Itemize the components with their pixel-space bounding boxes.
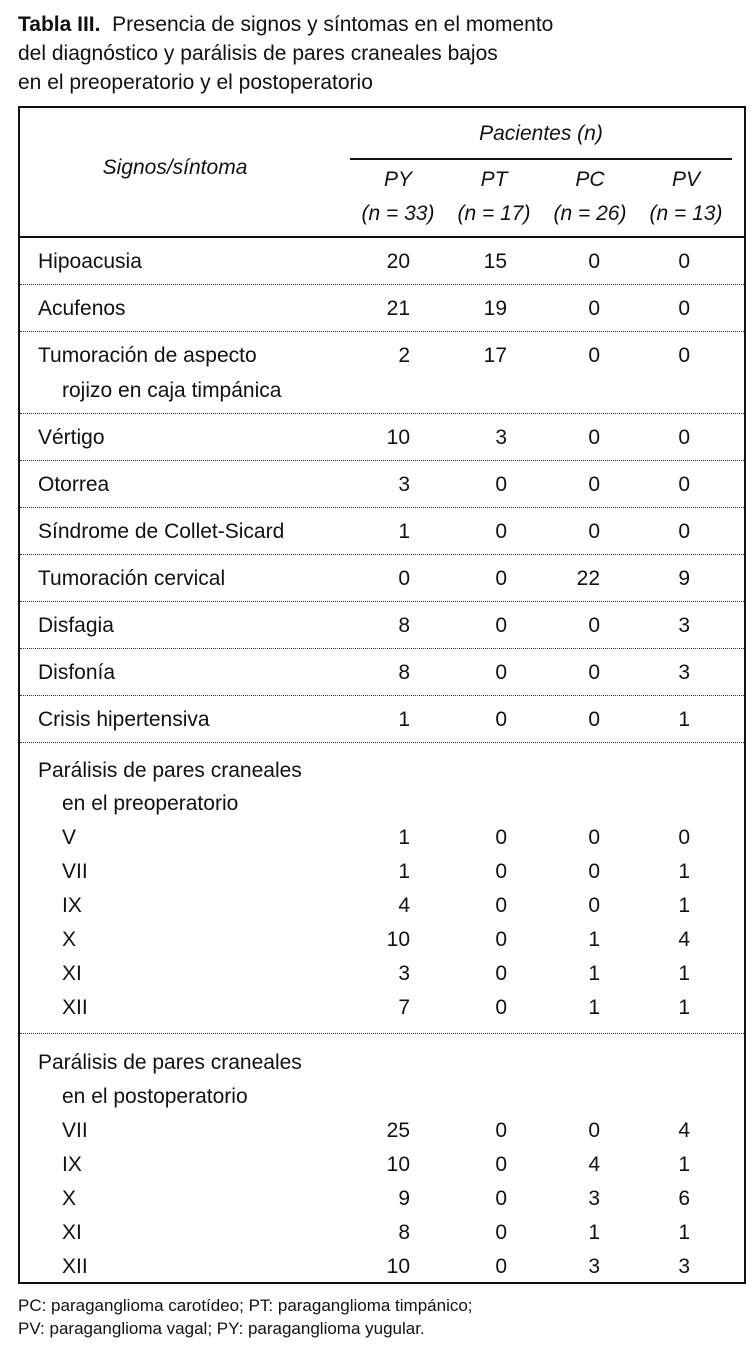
cell-py: 8 <box>398 1221 410 1244</box>
row-label: Crisis hipertensiva <box>38 708 210 731</box>
cell-pc: 1 <box>588 928 600 951</box>
row-label: V <box>62 826 77 849</box>
cell-pv: 3 <box>678 1255 690 1278</box>
row-label: IX <box>62 1153 82 1176</box>
header-n-pc: (n = 26) <box>553 202 627 225</box>
cell-pv: 1 <box>678 1153 690 1176</box>
cell-pt: 0 <box>495 996 507 1019</box>
cell-pt: 0 <box>495 567 507 590</box>
cell-pc: 4 <box>588 1153 600 1176</box>
cell-pc: 3 <box>588 1255 600 1278</box>
caption-line-1: Presencia de signos y síntomas en el momento <box>112 13 554 36</box>
table-row <box>20 602 744 649</box>
row-label: XI <box>62 962 82 985</box>
preop-title-1: Parálisis de pares craneales <box>38 759 302 782</box>
cell-pt: 0 <box>495 708 507 731</box>
cell-pc: 0 <box>588 661 600 684</box>
cell-py: 3 <box>398 473 410 496</box>
row-label: XII <box>62 996 88 1019</box>
cell-pt: 0 <box>495 1119 507 1142</box>
cell-pt: 0 <box>495 473 507 496</box>
cell-pc: 0 <box>588 614 600 637</box>
cell-pc: 0 <box>588 1119 600 1142</box>
cell-py: 8 <box>398 614 410 637</box>
cell-pv: 0 <box>678 297 690 320</box>
cell-pt: 0 <box>495 1221 507 1244</box>
row-label: Disfagia <box>38 614 114 637</box>
row-label: Otorrea <box>38 473 110 496</box>
cell-py: 7 <box>398 996 410 1019</box>
row-label: Síndrome de Collet-Sicard <box>38 520 285 543</box>
cell-pv: 0 <box>678 426 690 449</box>
cell-pt: 0 <box>495 661 507 684</box>
table-row <box>20 555 744 602</box>
caption-line-3: en el preoperatorio y el postoperatorio <box>18 71 373 94</box>
cell-pc: 1 <box>588 996 600 1019</box>
cell-pt: 0 <box>495 894 507 917</box>
cell-pt: 0 <box>495 1255 507 1278</box>
footnote-line-1: PC: paraganglioma carotídeo; PT: paraganglioma timpánico; <box>18 1296 473 1315</box>
cell-pt: 19 <box>483 297 507 320</box>
header-pacientes: Pacientes (n) <box>479 122 603 145</box>
cell-py: 8 <box>398 661 410 684</box>
row-label: Hipoacusia <box>38 250 142 273</box>
preop-title-2: en el preoperatorio <box>62 792 239 815</box>
cell-py: 10 <box>386 426 410 449</box>
table-row <box>20 889 744 923</box>
cell-py: 10 <box>386 1255 410 1278</box>
table-row <box>20 855 744 889</box>
cell-py: 1 <box>398 520 410 543</box>
cell-pc: 0 <box>588 708 600 731</box>
cell-pv: 0 <box>678 473 690 496</box>
cell-pt: 3 <box>495 426 507 449</box>
cell-py: 25 <box>386 1119 410 1142</box>
cell-pv: 0 <box>678 250 690 273</box>
header-n-py: (n = 33) <box>361 202 435 225</box>
table-row <box>20 1216 744 1250</box>
caption-label: Tabla III. <box>18 13 101 36</box>
cell-pc: 0 <box>588 473 600 496</box>
cell-pc: 1 <box>588 962 600 985</box>
table-row <box>20 332 744 414</box>
row-label: VII <box>62 860 88 883</box>
row-label: Tumoración de aspecto <box>38 344 257 367</box>
header-rule <box>350 158 732 160</box>
row-label: VII <box>62 1119 88 1142</box>
cell-pt: 0 <box>495 520 507 543</box>
table-caption <box>18 10 738 97</box>
cell-pv: 3 <box>678 661 690 684</box>
cell-py: 10 <box>386 928 410 951</box>
cell-pv: 0 <box>678 826 690 849</box>
cell-pt: 15 <box>483 250 507 273</box>
cell-pc: 0 <box>588 297 600 320</box>
header-n-pv: (n = 13) <box>649 202 723 225</box>
row-label: XI <box>62 1221 82 1244</box>
table-row <box>20 696 744 743</box>
row-label-continuation: rojizo en caja timpánica <box>62 379 282 402</box>
cell-pt: 17 <box>483 344 507 367</box>
table-footnote <box>18 1294 748 1340</box>
cell-pc: 0 <box>588 250 600 273</box>
cell-py: 1 <box>398 826 410 849</box>
cell-pv: 0 <box>678 520 690 543</box>
caption-line-2: del diagnóstico y parálisis de pares craneales bajos <box>18 42 498 65</box>
cell-pc: 0 <box>588 826 600 849</box>
table-row <box>20 238 744 285</box>
cell-py: 1 <box>398 860 410 883</box>
table-row <box>20 1148 744 1182</box>
row-label: Vértigo <box>38 426 105 449</box>
table-row <box>20 957 744 991</box>
row-label: XII <box>62 1255 88 1278</box>
cell-pv: 0 <box>678 344 690 367</box>
cell-pc: 0 <box>588 426 600 449</box>
cell-pv: 1 <box>678 860 690 883</box>
header-col-pt: PT <box>480 168 508 191</box>
cell-pv: 4 <box>678 1119 690 1142</box>
header-col-py: PY <box>383 168 412 191</box>
cell-pc: 3 <box>588 1187 600 1210</box>
postop-title-1: Parálisis de pares craneales <box>38 1051 302 1074</box>
header-col-pv: PV <box>671 168 700 191</box>
cell-pt: 0 <box>495 1153 507 1176</box>
cell-pc: 0 <box>588 860 600 883</box>
table-row <box>20 1182 744 1216</box>
cell-py: 9 <box>398 1187 410 1210</box>
table-row <box>20 1114 744 1148</box>
cell-py: 2 <box>398 344 410 367</box>
cell-pt: 0 <box>495 928 507 951</box>
cell-py: 0 <box>398 567 410 590</box>
row-label: Acufenos <box>38 297 126 320</box>
cell-py: 1 <box>398 708 410 731</box>
table-row <box>20 1250 744 1284</box>
row-label: Disfonía <box>38 661 116 684</box>
row-label: X <box>62 1187 77 1210</box>
preop-group <box>20 743 744 1034</box>
cell-pc: 1 <box>588 1221 600 1244</box>
cell-pv: 1 <box>678 894 690 917</box>
postop-group <box>20 1034 744 1282</box>
data-table <box>18 106 746 1284</box>
header-col-pc: PC <box>575 168 605 191</box>
header-signos: Signos/síntoma <box>102 156 248 179</box>
footnote-line-2: PV: paraganglioma vagal; PY: paraganglioma yugular. <box>18 1319 425 1338</box>
table-row <box>20 508 744 555</box>
cell-pt: 0 <box>495 1187 507 1210</box>
cell-pt: 0 <box>495 614 507 637</box>
cell-pc: 0 <box>588 894 600 917</box>
header-n-pt: (n = 17) <box>457 202 531 225</box>
cell-py: 20 <box>386 250 410 273</box>
table-row <box>20 461 744 508</box>
cell-pv: 1 <box>678 708 690 731</box>
table-row <box>20 991 744 1025</box>
table-row <box>20 649 744 696</box>
table-row <box>20 414 744 461</box>
cell-py: 3 <box>398 962 410 985</box>
cell-py: 10 <box>386 1153 410 1176</box>
postop-title-2: en el postoperatorio <box>62 1085 248 1108</box>
row-label: X <box>62 928 77 951</box>
cell-pv: 1 <box>678 996 690 1019</box>
cell-pt: 0 <box>495 860 507 883</box>
cell-pv: 6 <box>678 1187 690 1210</box>
row-label: Tumoración cervical <box>38 567 226 590</box>
table-row <box>20 821 744 855</box>
table-row <box>20 285 744 332</box>
cell-pv: 1 <box>678 1221 690 1244</box>
table-row <box>20 923 744 957</box>
row-label: IX <box>62 894 82 917</box>
cell-pc: 0 <box>588 520 600 543</box>
cell-py: 21 <box>386 297 410 320</box>
cell-pt: 0 <box>495 962 507 985</box>
cell-py: 4 <box>398 894 410 917</box>
cell-pc: 22 <box>576 567 600 590</box>
cell-pv: 3 <box>678 614 690 637</box>
cell-pv: 1 <box>678 962 690 985</box>
cell-pc: 0 <box>588 344 600 367</box>
cell-pt: 0 <box>495 826 507 849</box>
cell-pv: 4 <box>678 928 690 951</box>
cell-pv: 9 <box>678 567 690 590</box>
